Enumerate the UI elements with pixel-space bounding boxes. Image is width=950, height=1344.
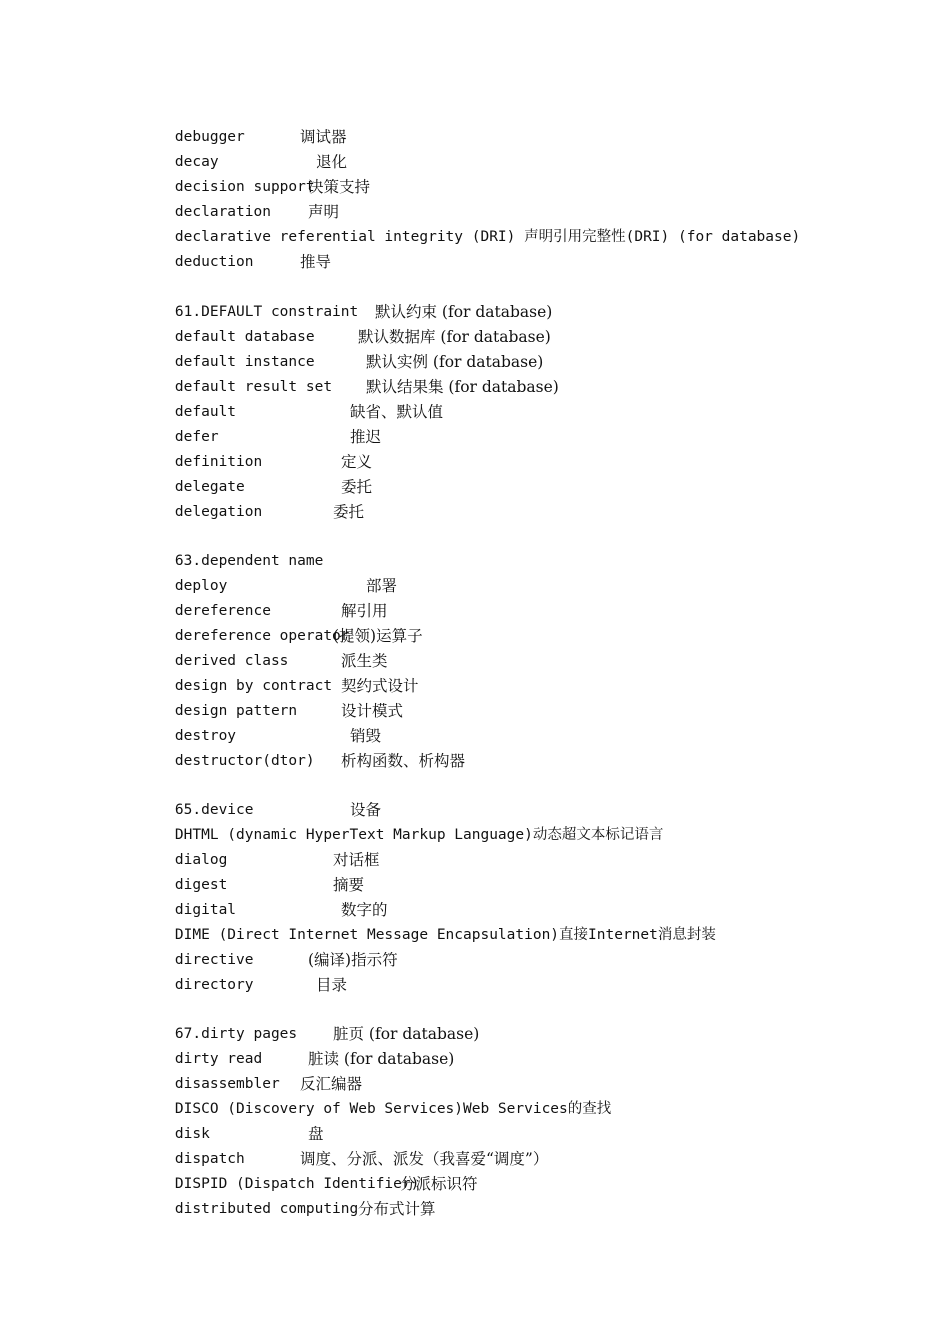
term-en: digital <box>174 902 237 918</box>
term-zh: 目录 <box>316 976 348 994</box>
glossary-line <box>140 649 388 673</box>
term-full: DIME (Direct Internet Message Encapsulation)直接Internet消息封装 <box>174 927 716 943</box>
term-zh: 脏页 (for database) <box>333 1025 480 1043</box>
term-en: default instance <box>174 354 315 370</box>
term-zh: 委托 <box>341 478 373 496</box>
glossary-line <box>140 1172 478 1196</box>
term-en: 63.dependent name <box>174 553 324 569</box>
term-en: dirty read <box>174 1051 263 1067</box>
term-en: destroy <box>174 728 237 744</box>
term-zh: 推迟 <box>350 428 382 446</box>
glossary-line <box>140 923 716 947</box>
term-en: dereference <box>174 603 271 619</box>
glossary-line <box>140 200 340 224</box>
term-zh: 设计模式 <box>341 702 404 720</box>
glossary-line <box>140 150 348 174</box>
glossary-line <box>140 125 347 149</box>
term-zh: 默认结果集 (for database) <box>366 378 559 396</box>
term-zh: 契约式设计 <box>341 677 419 695</box>
term-en: dispatch <box>174 1151 245 1167</box>
term-zh: (提领)运算子 <box>333 627 423 645</box>
glossary-line <box>140 225 801 249</box>
term-zh: 调度、分派、派发（我喜爱“调度”） <box>300 1150 549 1168</box>
glossary-line <box>140 749 466 773</box>
glossary-line <box>140 973 348 997</box>
term-en: 67.dirty pages <box>174 1026 298 1042</box>
term-en: delegation <box>174 504 263 520</box>
glossary-line <box>140 1147 549 1171</box>
term-zh: 数字的 <box>341 901 388 919</box>
term-zh: 盘 <box>308 1125 324 1143</box>
term-en: default <box>174 404 237 420</box>
term-zh: 部署 <box>366 577 398 595</box>
term-zh: 声明 <box>308 203 340 221</box>
term-zh: 缺省、默认值 <box>350 403 444 421</box>
term-zh: 析构函数、析构器 <box>341 752 466 770</box>
term-zh: 委托 <box>333 503 365 521</box>
term-en: delegate <box>174 479 245 495</box>
glossary-line <box>140 1022 480 1046</box>
term-en: default database <box>174 329 315 345</box>
term-en: DISPID (Dispatch Identifier) <box>174 1176 420 1192</box>
term-en: digest <box>174 877 228 893</box>
term-full: DISCO (Discovery of Web Services)Web Services的查找 <box>174 1101 612 1117</box>
glossary-line <box>140 549 324 573</box>
glossary-line <box>140 400 444 424</box>
glossary-line <box>140 724 382 748</box>
term-zh: 分布式计算 <box>358 1200 436 1218</box>
term-en: design by contract <box>174 678 333 694</box>
term-en: deploy <box>174 578 228 594</box>
term-en: 61.DEFAULT constraint <box>174 304 359 320</box>
term-zh: 销毁 <box>350 727 382 745</box>
glossary-line <box>140 1197 436 1221</box>
glossary-line <box>140 300 553 324</box>
glossary-line <box>140 624 423 648</box>
glossary-line <box>140 873 365 897</box>
term-zh: 决策支持 <box>308 178 371 196</box>
glossary-line <box>140 375 559 399</box>
term-full: declarative referential integrity (DRI) 声明引用完整性(DRI) (for database) <box>174 229 801 245</box>
term-en: distributed computing <box>174 1201 359 1217</box>
term-en: derived class <box>174 653 289 669</box>
term-en: dialog <box>174 852 228 868</box>
glossary-line <box>140 1072 363 1096</box>
term-zh: 调试器 <box>300 128 347 146</box>
glossary-line <box>140 350 544 374</box>
term-en: 65.device <box>174 802 254 818</box>
term-zh: 推导 <box>300 253 332 271</box>
glossary-line <box>140 475 373 499</box>
term-en: definition <box>174 454 263 470</box>
term-en: destructor(dtor) <box>174 753 315 769</box>
term-en: directive <box>174 952 254 968</box>
term-en: declaration <box>174 204 271 220</box>
term-en: design pattern <box>174 703 298 719</box>
glossary-line <box>140 1097 612 1121</box>
term-zh: 分派标识符 <box>400 1175 478 1193</box>
glossary-line <box>140 699 404 723</box>
glossary-line <box>140 574 398 598</box>
term-zh: 退化 <box>316 153 348 171</box>
glossary-line <box>140 674 419 698</box>
glossary-line <box>140 898 388 922</box>
term-zh: 默认实例 (for database) <box>366 353 544 371</box>
glossary-line <box>140 450 373 474</box>
term-zh: 脏读 (for database) <box>308 1050 455 1068</box>
term-en: decay <box>174 154 219 170</box>
glossary-line <box>140 175 371 199</box>
glossary-line <box>140 1122 324 1146</box>
glossary-line <box>140 599 388 623</box>
glossary-line <box>140 848 380 872</box>
glossary-line <box>140 325 551 349</box>
term-zh: 定义 <box>341 453 373 471</box>
term-en: disassembler <box>174 1076 280 1092</box>
term-zh: 设备 <box>350 801 382 819</box>
term-en: directory <box>174 977 254 993</box>
term-zh: 对话框 <box>333 851 380 869</box>
term-zh: 默认数据库 (for database) <box>358 328 551 346</box>
term-zh: 派生类 <box>341 652 388 670</box>
term-zh: (编译)指示符 <box>308 951 398 969</box>
term-zh: 反汇编器 <box>300 1075 363 1093</box>
term-en: decision support <box>174 179 315 195</box>
term-zh: 解引用 <box>341 602 388 620</box>
term-zh: 默认约束 (for database) <box>375 303 553 321</box>
term-en: debugger <box>174 129 245 145</box>
glossary-line <box>140 500 365 524</box>
glossary-line <box>140 948 398 972</box>
term-en: dereference operator <box>174 628 350 644</box>
term-en: deduction <box>174 254 254 270</box>
glossary-line <box>140 425 382 449</box>
glossary-line <box>140 250 332 274</box>
glossary-line <box>140 798 382 822</box>
term-zh: 摘要 <box>333 876 365 894</box>
term-en: defer <box>174 429 219 445</box>
term-en: disk <box>174 1126 210 1142</box>
glossary-line <box>140 1047 455 1071</box>
term-full: DHTML (dynamic HyperText Markup Language)动态超文本标记语言 <box>174 827 664 843</box>
glossary-line <box>140 823 664 847</box>
term-en: default result set <box>174 379 333 395</box>
